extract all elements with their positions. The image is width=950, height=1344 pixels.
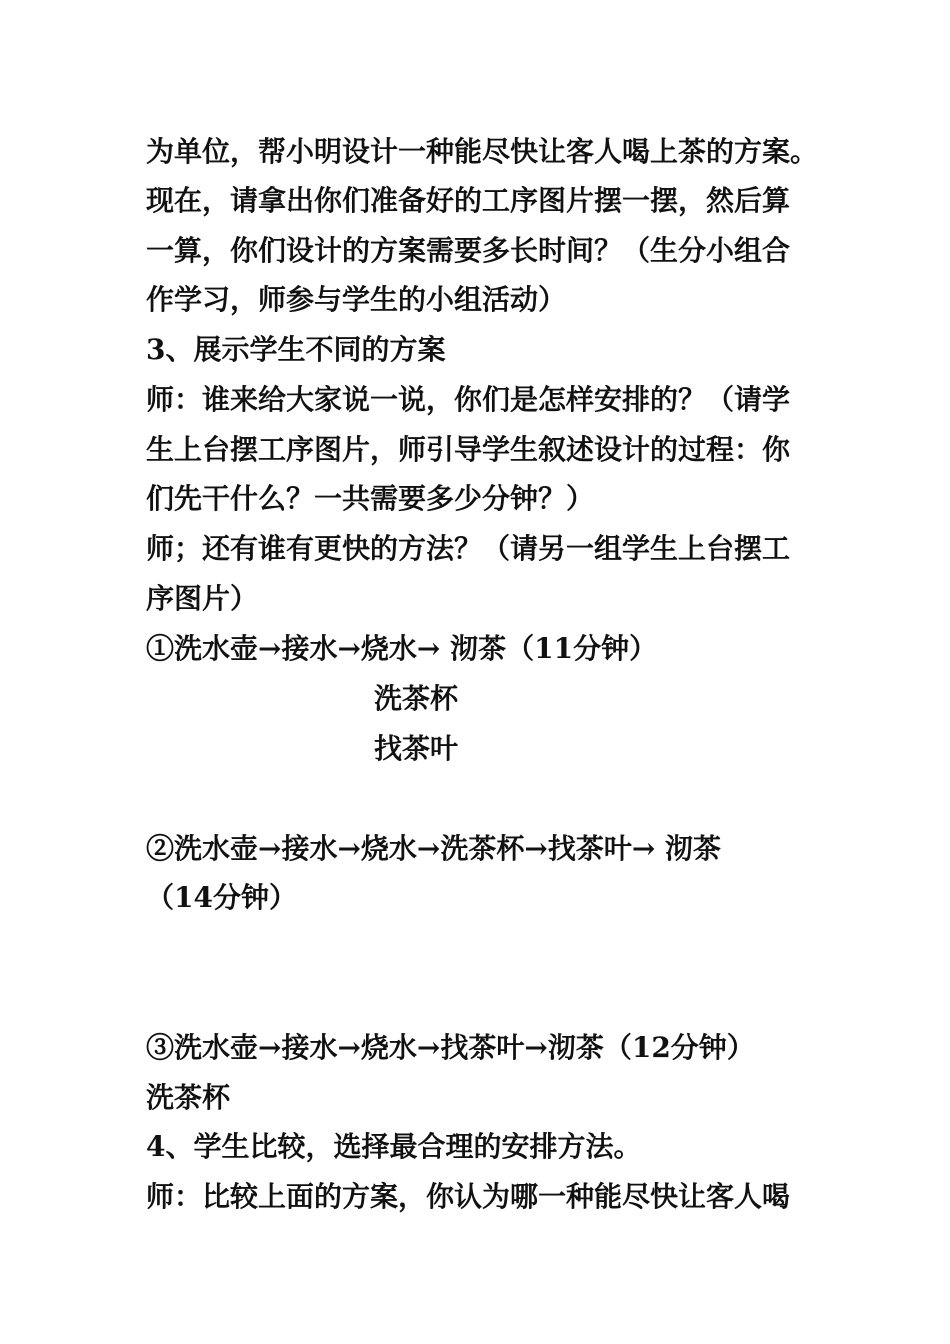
- text-line: 生上台摆工序图片，师引导学生叙述设计的过程：你: [146, 433, 791, 466]
- plan-1-parallel-step: 找茶叶: [374, 732, 459, 765]
- text-line: 师：比较上面的方案，你认为哪一种能尽快让客人喝: [146, 1180, 791, 1213]
- plan-2-steps: ②洗水壶→接水→烧水→洗茶杯→找茶叶→ 沏茶: [146, 832, 722, 865]
- text-line: 一算，你们设计的方案需要多长时间？（生分小组合: [146, 234, 791, 267]
- text-line: 师；还有谁有更快的方法？（请另一组学生上台摆工: [146, 532, 791, 565]
- section-heading: 3、展示学生不同的方案: [146, 333, 446, 366]
- text-line: 现在，请拿出你们准备好的工序图片摆一摆，然后算: [146, 184, 791, 217]
- plan-2-time: （14分钟）: [146, 881, 297, 914]
- plan-3-steps: ③洗水壶→接水→烧水→找茶叶→沏茶（12分钟）: [146, 1031, 755, 1064]
- section-heading: 4、学生比较，选择最合理的安排方法。: [146, 1130, 642, 1163]
- plan-3-extra-step: 洗茶杯: [146, 1081, 231, 1114]
- plan-1-steps: ①洗水壶→接水→烧水→ 沏茶（11分钟）: [146, 632, 658, 665]
- text-line: 序图片）: [146, 582, 259, 615]
- text-line: 作学习，师参与学生的小组活动）: [146, 283, 567, 316]
- plan-1-parallel-step: 洗茶杯: [374, 682, 459, 715]
- text-line: 师：谁来给大家说一说，你们是怎样安排的？（请学: [146, 383, 791, 416]
- text-line: 们先干什么？一共需要多少分钟？）: [146, 482, 595, 515]
- text-line: 为单位，帮小明设计一种能尽快让客人喝上茶的方案。: [146, 135, 819, 168]
